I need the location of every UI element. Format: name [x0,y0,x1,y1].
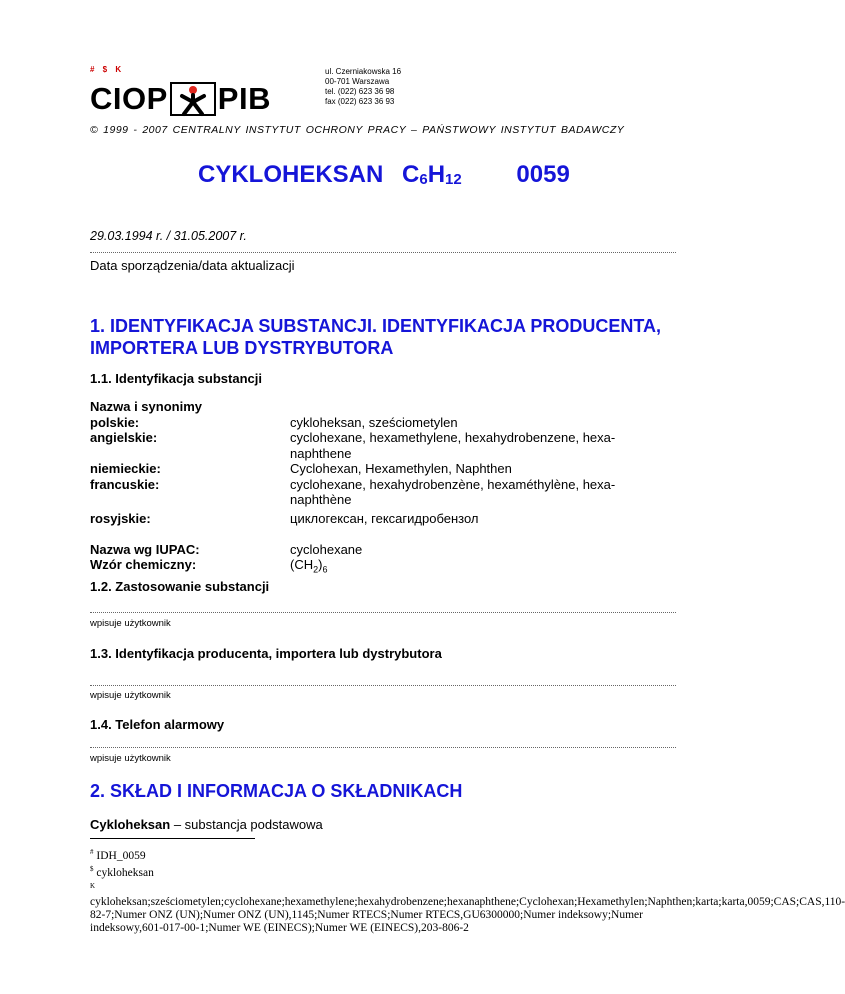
section-2-heading: 2. SKŁAD I INFORMACJA O SKŁADNIKACH [90,781,463,801]
logo-text-left: CIOP [90,81,168,116]
subsection-1-4: 1.4. Telefon alarmowy [90,717,225,732]
footnote: # IDH_0059 [90,848,146,862]
footnote-separator [90,838,255,839]
document-title [198,161,570,189]
subsection-1-2: 1.2. Zastosowanie substancji [90,579,270,594]
address-block [325,67,401,107]
dotted-line [90,252,676,253]
user-note: wpisuje użytkownik [90,618,171,629]
label-french: francuskie: [90,476,160,492]
user-note: wpisuje użytkownik [90,753,171,764]
card-number: 0059 [516,161,570,188]
footnotes [90,846,845,935]
address-line: fax (022) 623 36 93 [325,97,395,106]
label-english: angielskie: [90,430,158,445]
section-1-heading: 1. IDENTYFIKACJA SUBSTANCJI. IDENTYFIKACJA PRODUCENTA, IMPORTERA LUB DYSTRYBUTORA [90,316,662,358]
value-polish: cykloheksan, sześciometylen [290,414,458,430]
names-table [90,399,660,578]
label-formula: Wzór chemiczny: [90,557,197,572]
value-iupac: cyclohexane [290,541,363,557]
composition-intro: Cykloheksan – substancja podstawowa [90,817,323,832]
value-formula: $(CH_2)_6$ [290,557,328,575]
value-german: Cyclohexan, Hexamethylen, Naphthen [290,461,512,476]
dates-value: 29.03.1994 r. / 31.05.2007 r. [90,229,247,243]
subsection-1-1: 1.1. Identyfikacja substancji [90,371,262,386]
label-german: niemieckie: [90,461,161,476]
substance-name: CYKLOHEKSAN [198,161,384,188]
title-formula: $C_6H_{12}$ [402,161,462,188]
footnote-marks: # $ K [90,65,125,74]
footnote: $ cykloheksan [90,864,154,879]
footnote: $^K$ cykloheksan;sześciometylen;cyclohexane;hexamethylene;hexahydrobenzene;hexanaphthene;Cyclohexan;Hexamethylen;Naphthen;karta;karta,0059;CAS;CAS,110-82-7;Numer ONZ (UN);Numer ONZ (UN),1145;Numer RTECS;Numer RTECS,GU6300000;Numer indeksowy;Numer indeksowy,601-017-00-1;Numer WE (EINECS);Numer WE (EINECS),203-806-2 [90,881,845,935]
value-french: cyclohexane, hexahydrobenzène, hexaméthylène, hexa-naphthène [290,476,616,507]
label-polish: polskie: [90,414,140,430]
logo-text-right: PIB [217,81,271,116]
address-line: tel. (022) 623 36 98 [325,87,395,96]
subsection-1-3: 1.3. Identyfikacja producenta, importera lub dystrybutora [90,646,442,661]
value-english: cyclohexane, hexamethylene, hexahydrobenzene, hexa-naphthene [290,430,616,461]
ciop-pib-logo [90,82,271,116]
dotted-line [90,612,676,613]
label-iupac: Nazwa wg IUPAC: [90,541,200,557]
copyright-notice: © 1999 - 2007 CENTRALNY INSTYTUT OCHRONY PRACY – PAŃSTWOWY INSTYTUT BADAWCZY [90,124,625,136]
address-line: 00-701 Warszawa [325,77,390,86]
dotted-line [90,685,676,686]
person-icon [170,82,216,116]
dotted-line [90,747,676,748]
dates-label: Data sporządzenia/data aktualizacji [90,258,295,273]
user-note: wpisuje użytkownik [90,690,171,701]
address-line: ul. Czerniakowska 16 [325,67,402,76]
label-russian: rosyjskie: [90,510,151,526]
value-russian: циклогексан, гексагидробензол [290,510,479,526]
names-heading: Nazwa i synonimy [90,399,202,414]
